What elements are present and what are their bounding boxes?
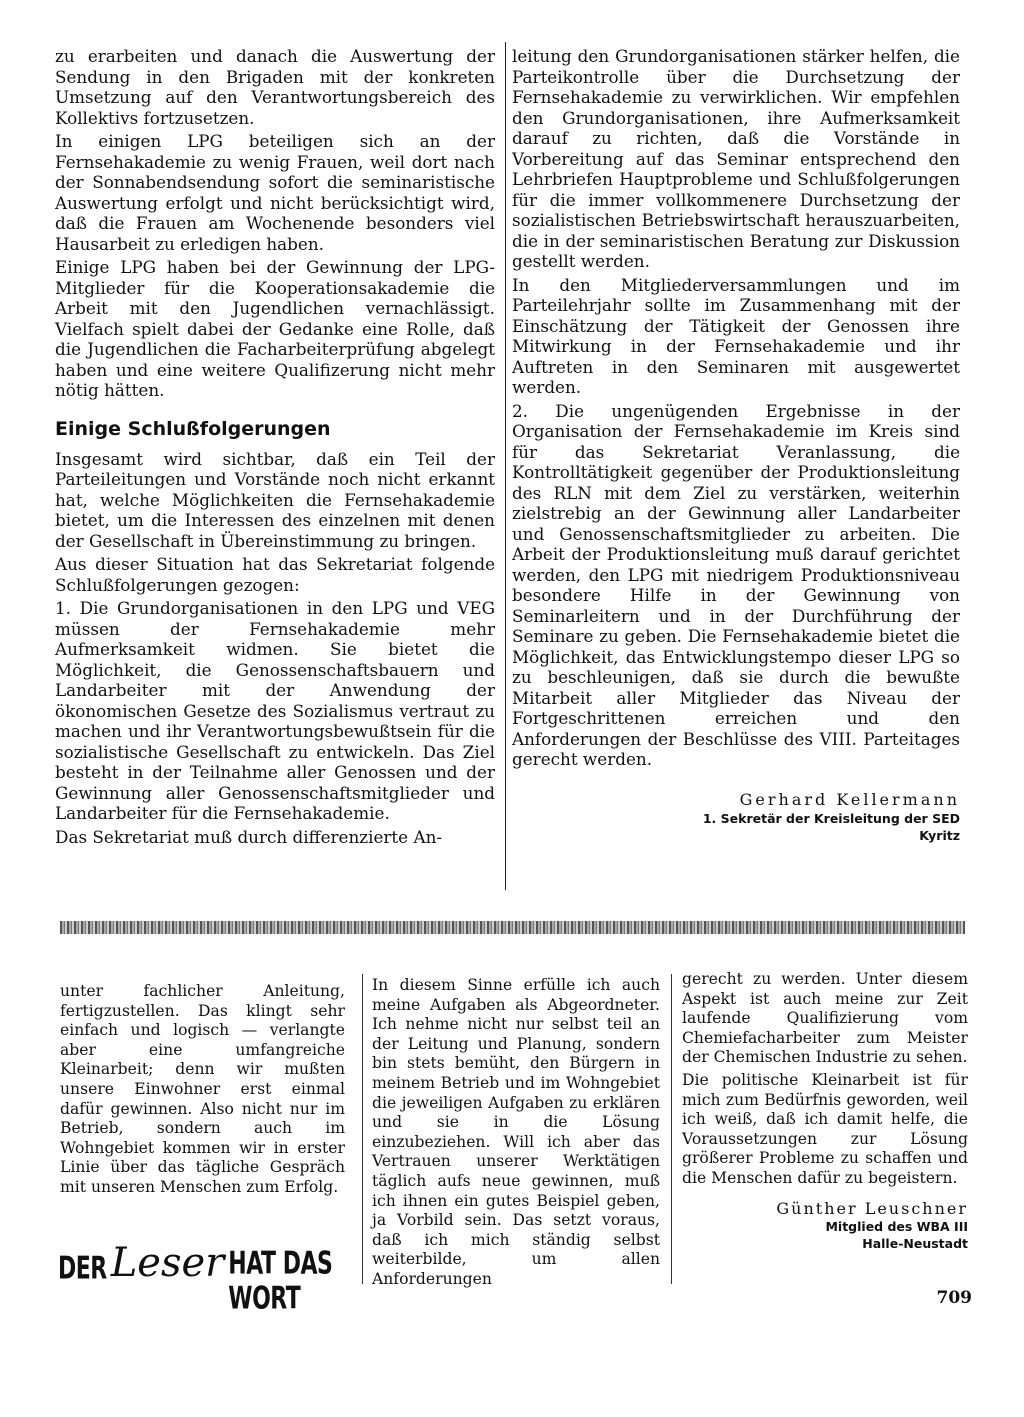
- paragraph: zu erarbeiten und danach die Auswertung der Sendung in den Brigaden mit der konkreten Umsetzung auf den Verantwortungsbereich des Kollektivs fortzusetzen.: [55, 46, 495, 128]
- masthead-der: DER: [58, 1252, 107, 1287]
- column-rule: [505, 42, 506, 890]
- section-divider: [60, 921, 965, 934]
- section-masthead: [58, 1240, 348, 1317]
- author-name: Günther Leuschner: [776, 1198, 968, 1218]
- letter-column-3: [682, 970, 968, 1252]
- paragraph: unter fachlicher Anleitung, fertigzustellen. Das klingt sehr einfach und logisch — verlangte aber eine umfangreiche Kleinarbeit; denn wir mußten unsere Einwohner erst einmal dafür gewinnen. Also nicht nur im Betrieb, sondern auch im Wohngebiet kommen wir in erster Linie über das tägliche Gespräch mit unseren Menschen zum Erfolg.: [60, 982, 345, 1196]
- author-role: Mitglied des WBA III: [825, 1219, 968, 1235]
- paragraph: Einige LPG haben bei der Gewinnung der LPG-Mitglieder für die Kooperationsakademie die Arbeit mit den Jugendlichen vernachlässigt. Vielfach spielt dabei der Gedanke eine Rolle, daß die Jugendlichen die Facharbeiterprüfung abgelegt haben und eine weitere Qualifizerung nicht mehr nötig hätten.: [55, 257, 495, 400]
- column-rule: [671, 974, 672, 1284]
- masthead-hat-das-wort: HAT DAS WORT: [228, 1247, 333, 1317]
- page-number: 709: [936, 1288, 972, 1308]
- paragraph: In den Mitgliederversammlungen und im Parteilehrjahr sollte im Zusammenhang mit der Einschätzung der Tätigkeit der Genossen ihre Mitwirkung in der Fernsehakademie und ihr Auftreten in den Seminaren mit ausgewertet werden.: [512, 274, 960, 397]
- paragraph: In einigen LPG beteiligen sich an der Fernsehakademie zu wenig Frauen, weil dort nach der Sonnabendsendung sofort die seminaristische Auswertung erfolgt und nicht berücksichtigt wird, daß die Frauen am Wochenende besonders viel Hausarbeit zu erledigen haben.: [55, 131, 495, 254]
- masthead-leser-script: Leser: [110, 1240, 225, 1286]
- paragraph: Das Sekretariat muß durch differenzierte An-: [55, 826, 443, 847]
- letter-column-1: [60, 982, 345, 1201]
- paragraph: gerecht zu werden. Unter diesem Aspekt ist auch meine zur Zeit laufende Qualifizierung vom Chemiefacharbeiter zum Meister der Chemischen Industrie zu sehen.: [682, 970, 968, 1067]
- section-heading: Einige Schlußfolgerungen: [55, 417, 331, 440]
- paragraph: 2. Die ungenügenden Ergebnisse in der Organisation der Fernsehakademie im Kreis sind für das Sekretariat Veranlassung, die Kontrolltätigkeit gegenüber der Produktionsleitung des RLN mit dem Ziel zu verstärken, weiterhin zielstrebig an der Gewinnung aller Landarbeiter und Genossenschaftsmitglieder zu arbeiten. Die Arbeit der Produktionsleitung muß darauf gerichtet werden, den LPG mit niedrigem Produktionsniveau besondere Hilfe in der Gewinnung von Seminarleitern und in der Durchführung der Seminare zu geben. Die Fernsehakademie bietet die Möglichkeit, das Entwicklungstempo dieser LPG so zu beschleunigen, daß sie durch die bewußte Mitarbeit aller Mitglieder das Niveau der Fortgeschrittenen erreichen und den Anforderungen der Beschlüsse des VIII. Parteitages gerecht werden.: [512, 400, 960, 769]
- author-place: Kyritz: [919, 828, 960, 843]
- paragraph: In diesem Sinne erfülle ich auch meine Aufgaben als Abgeordneter. Ich nehme nicht nur selbst teil an der Leitung und Planung, sondern bin stets bemüht, den Bürgern in meinem Betrieb und im Wohngebiet die jeweiligen Aufgaben zu erklären und sie in die Lösung einzubeziehen. Will ich aber das Vertrauen unserer Werktätigen täglich aufs neue gewinnen, muß ich ihnen ein gutes Beispiel geben, ja Vorbild sein. Das setzt voraus, daß ich mich ständig selbst weiterbilde, um allen Anforderungen: [372, 976, 660, 1288]
- paragraph: Die politische Kleinarbeit ist für mich zum Bedürfnis geworden, weil ich weiß, daß ich damit helfe, die Voraussetzungen zur Lösung größerer Probleme zu schaffen und die Menschen dafür zu begeistern.: [682, 1070, 968, 1187]
- article-column-right: [512, 46, 960, 844]
- paragraph: 1. Die Grundorganisationen in den LPG und VEG müssen der Fernsehakademie mehr Aufmerksamkeit widmen. Sie bietet die Möglichkeit, die Genossenschaftsbauern und Landarbeiter mit der Anwendung der ökonomischen Gesetze des Sozialismus vertraut zu machen und ihr Verantwortungsbewußtsein für die sozialistische Gesellschaft zu entwickeln. Das Ziel besteht in der Teilnahme aller Genossen und der Gewinnung aller Genossenschaftsmitglieder und Landarbeiter für die Fernsehakademie.: [55, 598, 495, 823]
- author-name: Gerhard Kellermann: [739, 789, 960, 809]
- letter-column-2: [372, 976, 660, 1293]
- paragraph: leitung den Grundorganisationen stärker helfen, die Parteikontrolle über die Durchsetzung der Fernsehakademie zu verwirklichen. Wir empfehlen den Grundorganisationen, ihre Aufmerksamkeit darauf zu richten, daß die Vorstände in Vorbereitung auf das Seminar entsprechend den Lehrbriefen Hauptprobleme und Schlußfolgerungen für die immer vollkommenere Durchsetzung der sozialistischen Betriebswirtschaft herauszuarbeiten, die in der seminaristischen Beratung zur Diskussion gestellt werden.: [512, 46, 960, 271]
- author-role: 1. Sekretär der Kreisleitung der SED: [702, 811, 960, 826]
- paragraph: Aus dieser Situation hat das Sekretariat folgende Schlußfolgerungen gezogen:: [55, 554, 495, 595]
- author-signature: [512, 790, 960, 845]
- column-rule: [362, 974, 363, 1284]
- paragraph: Insgesamt wird sichtbar, daß ein Teil der Parteileitungen und Vorstände noch nicht erkannt hat, welche Möglichkeiten die Fernsehakademie bietet, um die Interessen des einzelnen mit denen der Gesellschaft in Übereinstimmung zu bringen.: [55, 448, 495, 551]
- author-place: Halle-Neustadt: [862, 1236, 968, 1252]
- author-signature: [682, 1199, 968, 1253]
- article-column-left: [55, 46, 495, 850]
